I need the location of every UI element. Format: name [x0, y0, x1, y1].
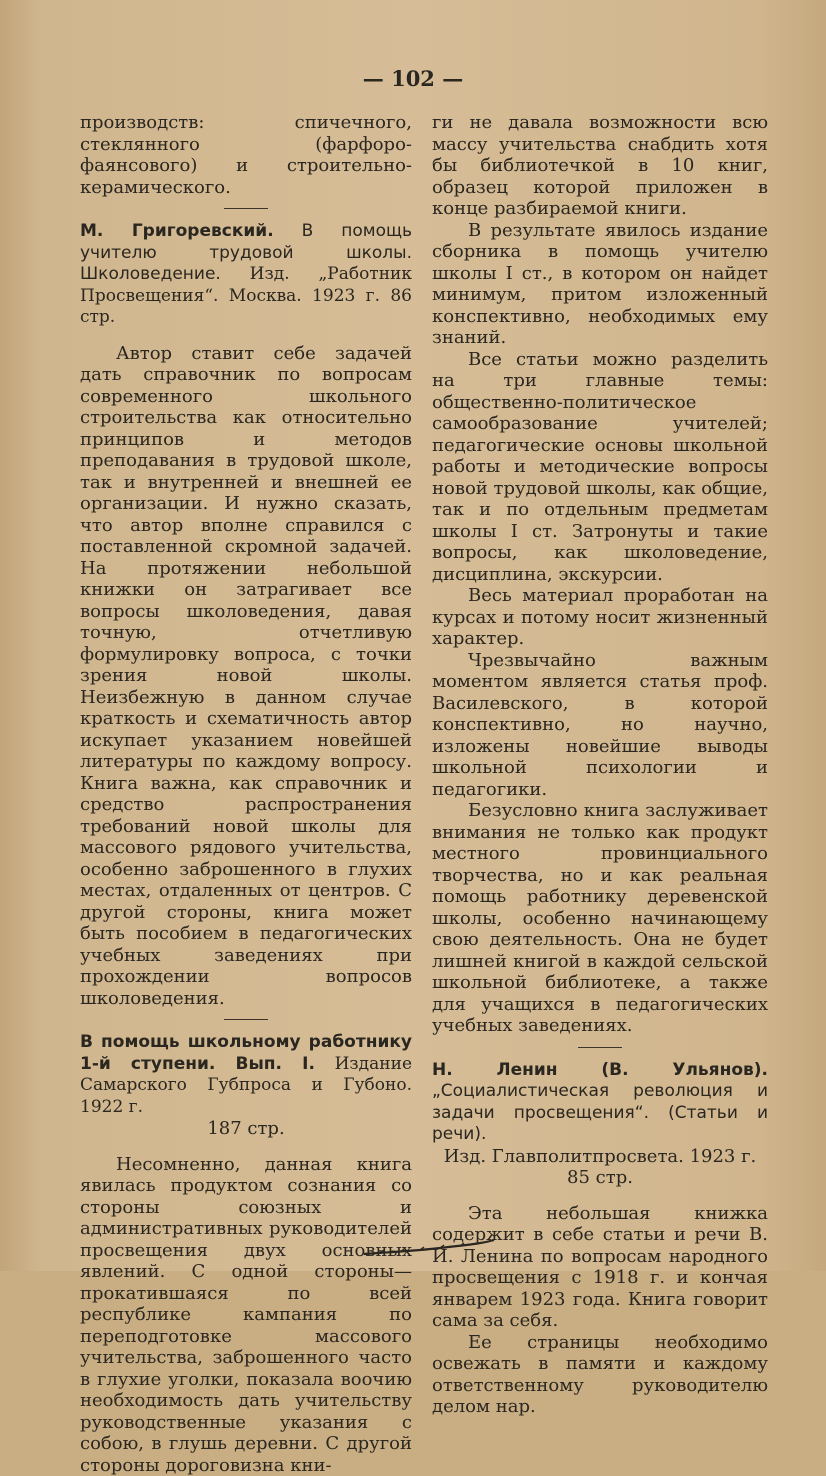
review-paragraph: Безусловно книга заслуживает внимания не только как продукт местного провинциального творчества, но и как реальная помощь работнику деревенской школы, особенно начинающему свою деятельность. Она не будет лишней книгой в каждой сельской школьной библиотеке, а также для учащихся в педагогических учебных заведениях.: [432, 800, 768, 1037]
review-pages: 187 стр.: [80, 1118, 412, 1140]
review-title: „Социалистическая революция и задачи просвещения“. (Статьи и речи).: [432, 1081, 768, 1144]
review-paragraph: Все статьи можно разделить на три главные темы: общественно-политическое самообразование учителей; педагогические основы школьной работы и методические вопросы новой трудовой школы, как общие, так и по отдельным предметам школы I ст. Затронуты и такие вопросы, как школоведение, дисциплина, экскурсии.: [432, 349, 768, 586]
review-paragraph: В результате явилось издание сборника в помощь учителю школы I ст., в котором он найдет минимум, притом изложенный конспективно, необходимых ему знаний.: [432, 220, 768, 349]
review-author: М. Григоревский.: [80, 221, 274, 241]
review-text: Автор ставит себе задачей дать справочник по вопросам современного школьного строительства как относительно принципов и методов преподавания в трудовой школе, так и внутренней и внешней ее организации. И нужно сказать, что автор вполне справился с поставленной скромной задачей. На протяжении небольшой книжки он затрагивает все вопросы школоведения, давая точную, отчетливую формулировку вопроса, с точки зрения новой школы. Неизбежную в данном случае краткость и схематичность автор искупает указанием новейшей литературы по каждому вопросу. Книга важна, как справочник и средство распространения требований новой школы для массового рядового учительства, особенно заброшенного в глухих местах, отдаленных от центров. С другой стороны, книга может быть пособием в педагогических учебных заведениях при прохождении вопросов школоведения.: [80, 343, 412, 1010]
ink-scribble-mark: [360, 1238, 500, 1260]
review-heading: [432, 1060, 768, 1146]
review-author: Н. Ленин (В. Ульянов).: [432, 1060, 768, 1080]
review-title: В помощь школьному работнику 1-й ступени. Вып. I.: [80, 1032, 412, 1074]
review-title: В помощь учителю трудовой школы. Школоведение.: [80, 221, 412, 284]
continued-paragraph: ги не давала возможности всю массу учительства снабдить хотя бы библиотечкой в 10 книг, образец которой приложен в конце разбираемой книги.: [432, 112, 768, 220]
review-heading: [80, 1032, 412, 1118]
review-paragraph: Весь материал проработан на курсах и потому носит жизненный характер.: [432, 585, 768, 650]
left-column: [80, 112, 412, 1476]
page-number: — 102 —: [0, 66, 826, 91]
review-imprint: Издание Самарского Губпроса и Губоно. 1922 г.: [80, 1054, 412, 1117]
review-imprint: Изд. „Работник Просвещения“. Москва. 1923 г. 86 стр.: [80, 264, 412, 327]
review-paragraph: Эта небольшая книжка содержит в себе статьи и речи В. И. Ленина по вопросам народного просвещения с 1918 г. и кончая январем 1923 года. Книга говорит сама за себя.: [432, 1203, 768, 1332]
review-paragraph: Чрезвычайно важным моментом является статья проф. Василевского, в которой конспективно, но научно, изложены новейшие выводы школьной психологии и педагогики.: [432, 650, 768, 801]
section-divider: [224, 208, 268, 209]
review-paragraph: Ее страницы необходимо освежать в памяти и каждому ответственному руководителю делом нар.: [432, 1332, 768, 1418]
section-divider: [224, 1019, 268, 1020]
review-text: Несомненно, данная книга явилась продуктом сознания со стороны союзных и административных руководителей просвещения двух основных явлений. С одной стороны—прокатившаяся по всей республике кампания по переподготовке массового учительства, заброшенного часто в глухие уголки, показала воочию необходимость дать учительству руководственные указания с собою, в глушь деревни. С другой стороны дороговизна кни-: [80, 1154, 412, 1476]
section-divider: [578, 1047, 622, 1048]
review-pages: 85 стр.: [432, 1167, 768, 1189]
right-column: [432, 112, 768, 1418]
intro-paragraph: производств: спичечного, стеклянного (фарфоро-фаянсового) и строительно-керамического.: [80, 112, 412, 198]
review-imprint: Изд. Главполитпросвета. 1923 г.: [432, 1146, 768, 1168]
review-heading: [80, 221, 412, 329]
